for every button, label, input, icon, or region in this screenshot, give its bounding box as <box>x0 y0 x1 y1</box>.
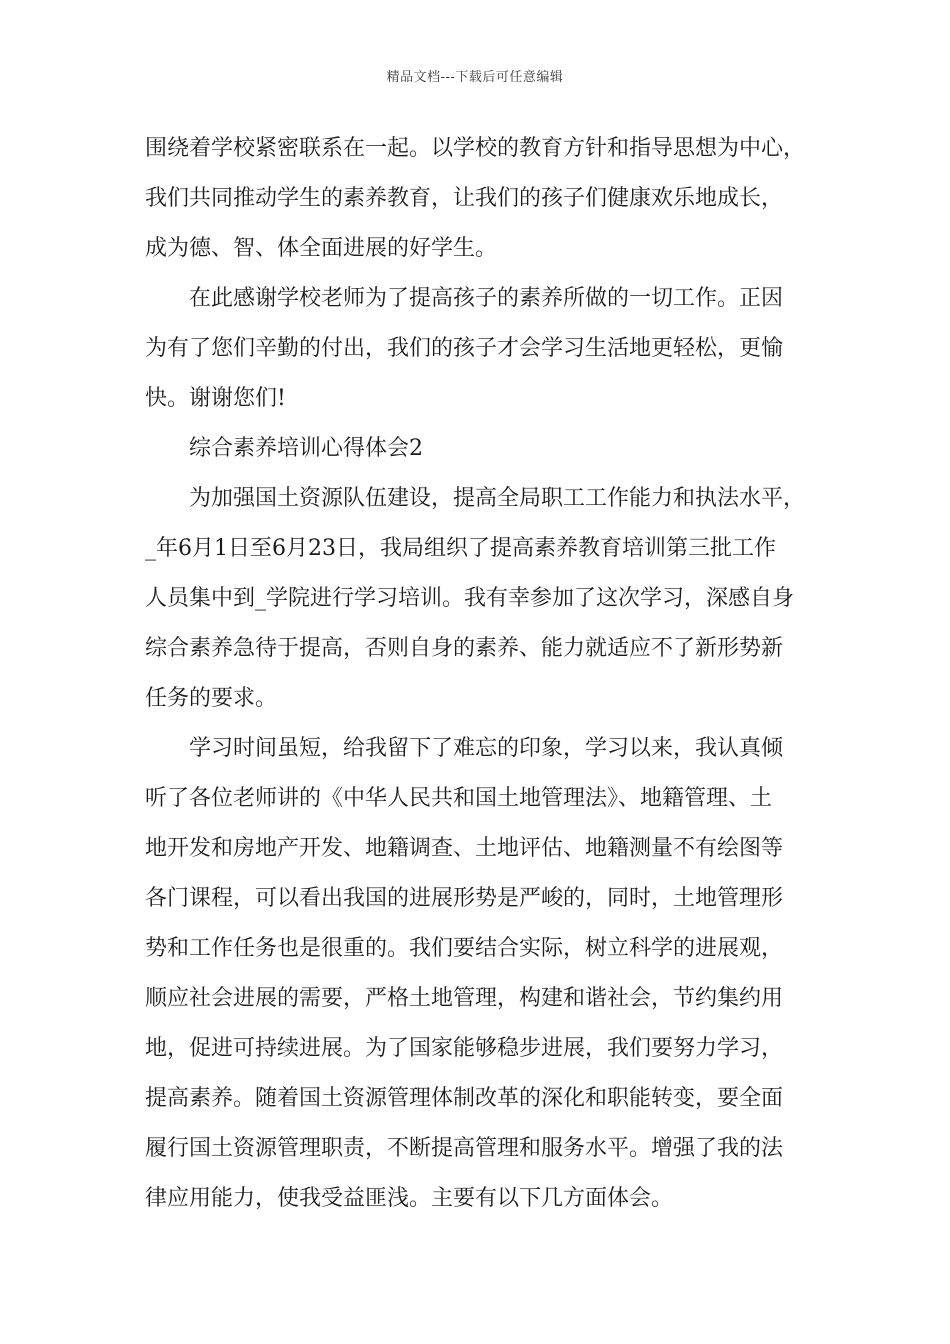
text-line: 听了各位老师讲的《中华人民共和国土地管理法》、地籍管理、土 <box>145 786 773 811</box>
section-heading <box>145 424 835 474</box>
paragraph <box>145 274 835 424</box>
text-line: 任务的要求。 <box>145 686 278 711</box>
text-line: 地，促进可持续进展。为了国家能够稳步进展，我们要努力学习， <box>145 1036 784 1061</box>
text-line: 我们共同推动学生的素养教育，让我们的孩子们健康欢乐地成长， <box>145 186 784 211</box>
text-line: 地开发和房地产开发、地籍调查、土地评估、地籍测量不有绘图等 <box>145 836 784 861</box>
text-line: _年6月1日至6月23日，我局组织了提高素养教育培训第三批工作 <box>145 536 776 561</box>
text-line: 人员集中到_学院进行学习培训。我有幸参加了这次学习，深感自身 <box>145 586 795 611</box>
paragraph <box>145 124 835 274</box>
text-line: 综合素养急待于提高，否则自身的素养、能力就适应不了新形势新 <box>145 636 784 661</box>
text-line: 快。谢谢您们! <box>145 386 286 411</box>
text-line: 为有了您们辛勤的付出，我们的孩子才会学习生活地更轻松，更愉 <box>145 336 784 361</box>
paragraph <box>145 474 835 724</box>
text-line: 履行国土资源管理职责，不断提高管理和服务水平。增强了我的法 <box>145 1136 784 1161</box>
text-line: 各门课程，可以看出我国的进展形势是严峻的，同时，土地管理形 <box>145 886 784 911</box>
text-line: 成为德、智、体全面进展的好学生。 <box>145 236 498 261</box>
page-header: 精品文档---下载后可任意编辑 <box>386 70 564 85</box>
text-line: 顺应社会进展的需要，严格土地管理，构建和谐社会，节约集约用 <box>145 986 784 1011</box>
text-line: 学习时间虽短，给我留下了难忘的印象，学习以来，我认真倾 <box>189 736 784 761</box>
document-body <box>145 124 835 1224</box>
text-line: 为加强国土资源队伍建设，提高全局职工工作能力和执法水平， <box>189 486 806 511</box>
text-line: 势和工作任务也是很重的。我们要结合实际，树立科学的进展观， <box>145 936 784 961</box>
heading-text: 综合素养培训心得体会2 <box>189 436 423 461</box>
paragraph <box>145 724 835 1224</box>
text-line: 围绕着学校紧密联系在一起。以学校的教育方针和指导思想为中心， <box>145 136 806 161</box>
text-line: 律应用能力，使我受益匪浅。主要有以下几方面体会。 <box>145 1186 674 1211</box>
text-line: 在此感谢学校老师为了提高孩子的素养所做的一切工作。正因 <box>189 286 784 311</box>
text-line: 提高素养。随着国土资源管理体制改革的深化和职能转变，要全面 <box>145 1086 784 1111</box>
